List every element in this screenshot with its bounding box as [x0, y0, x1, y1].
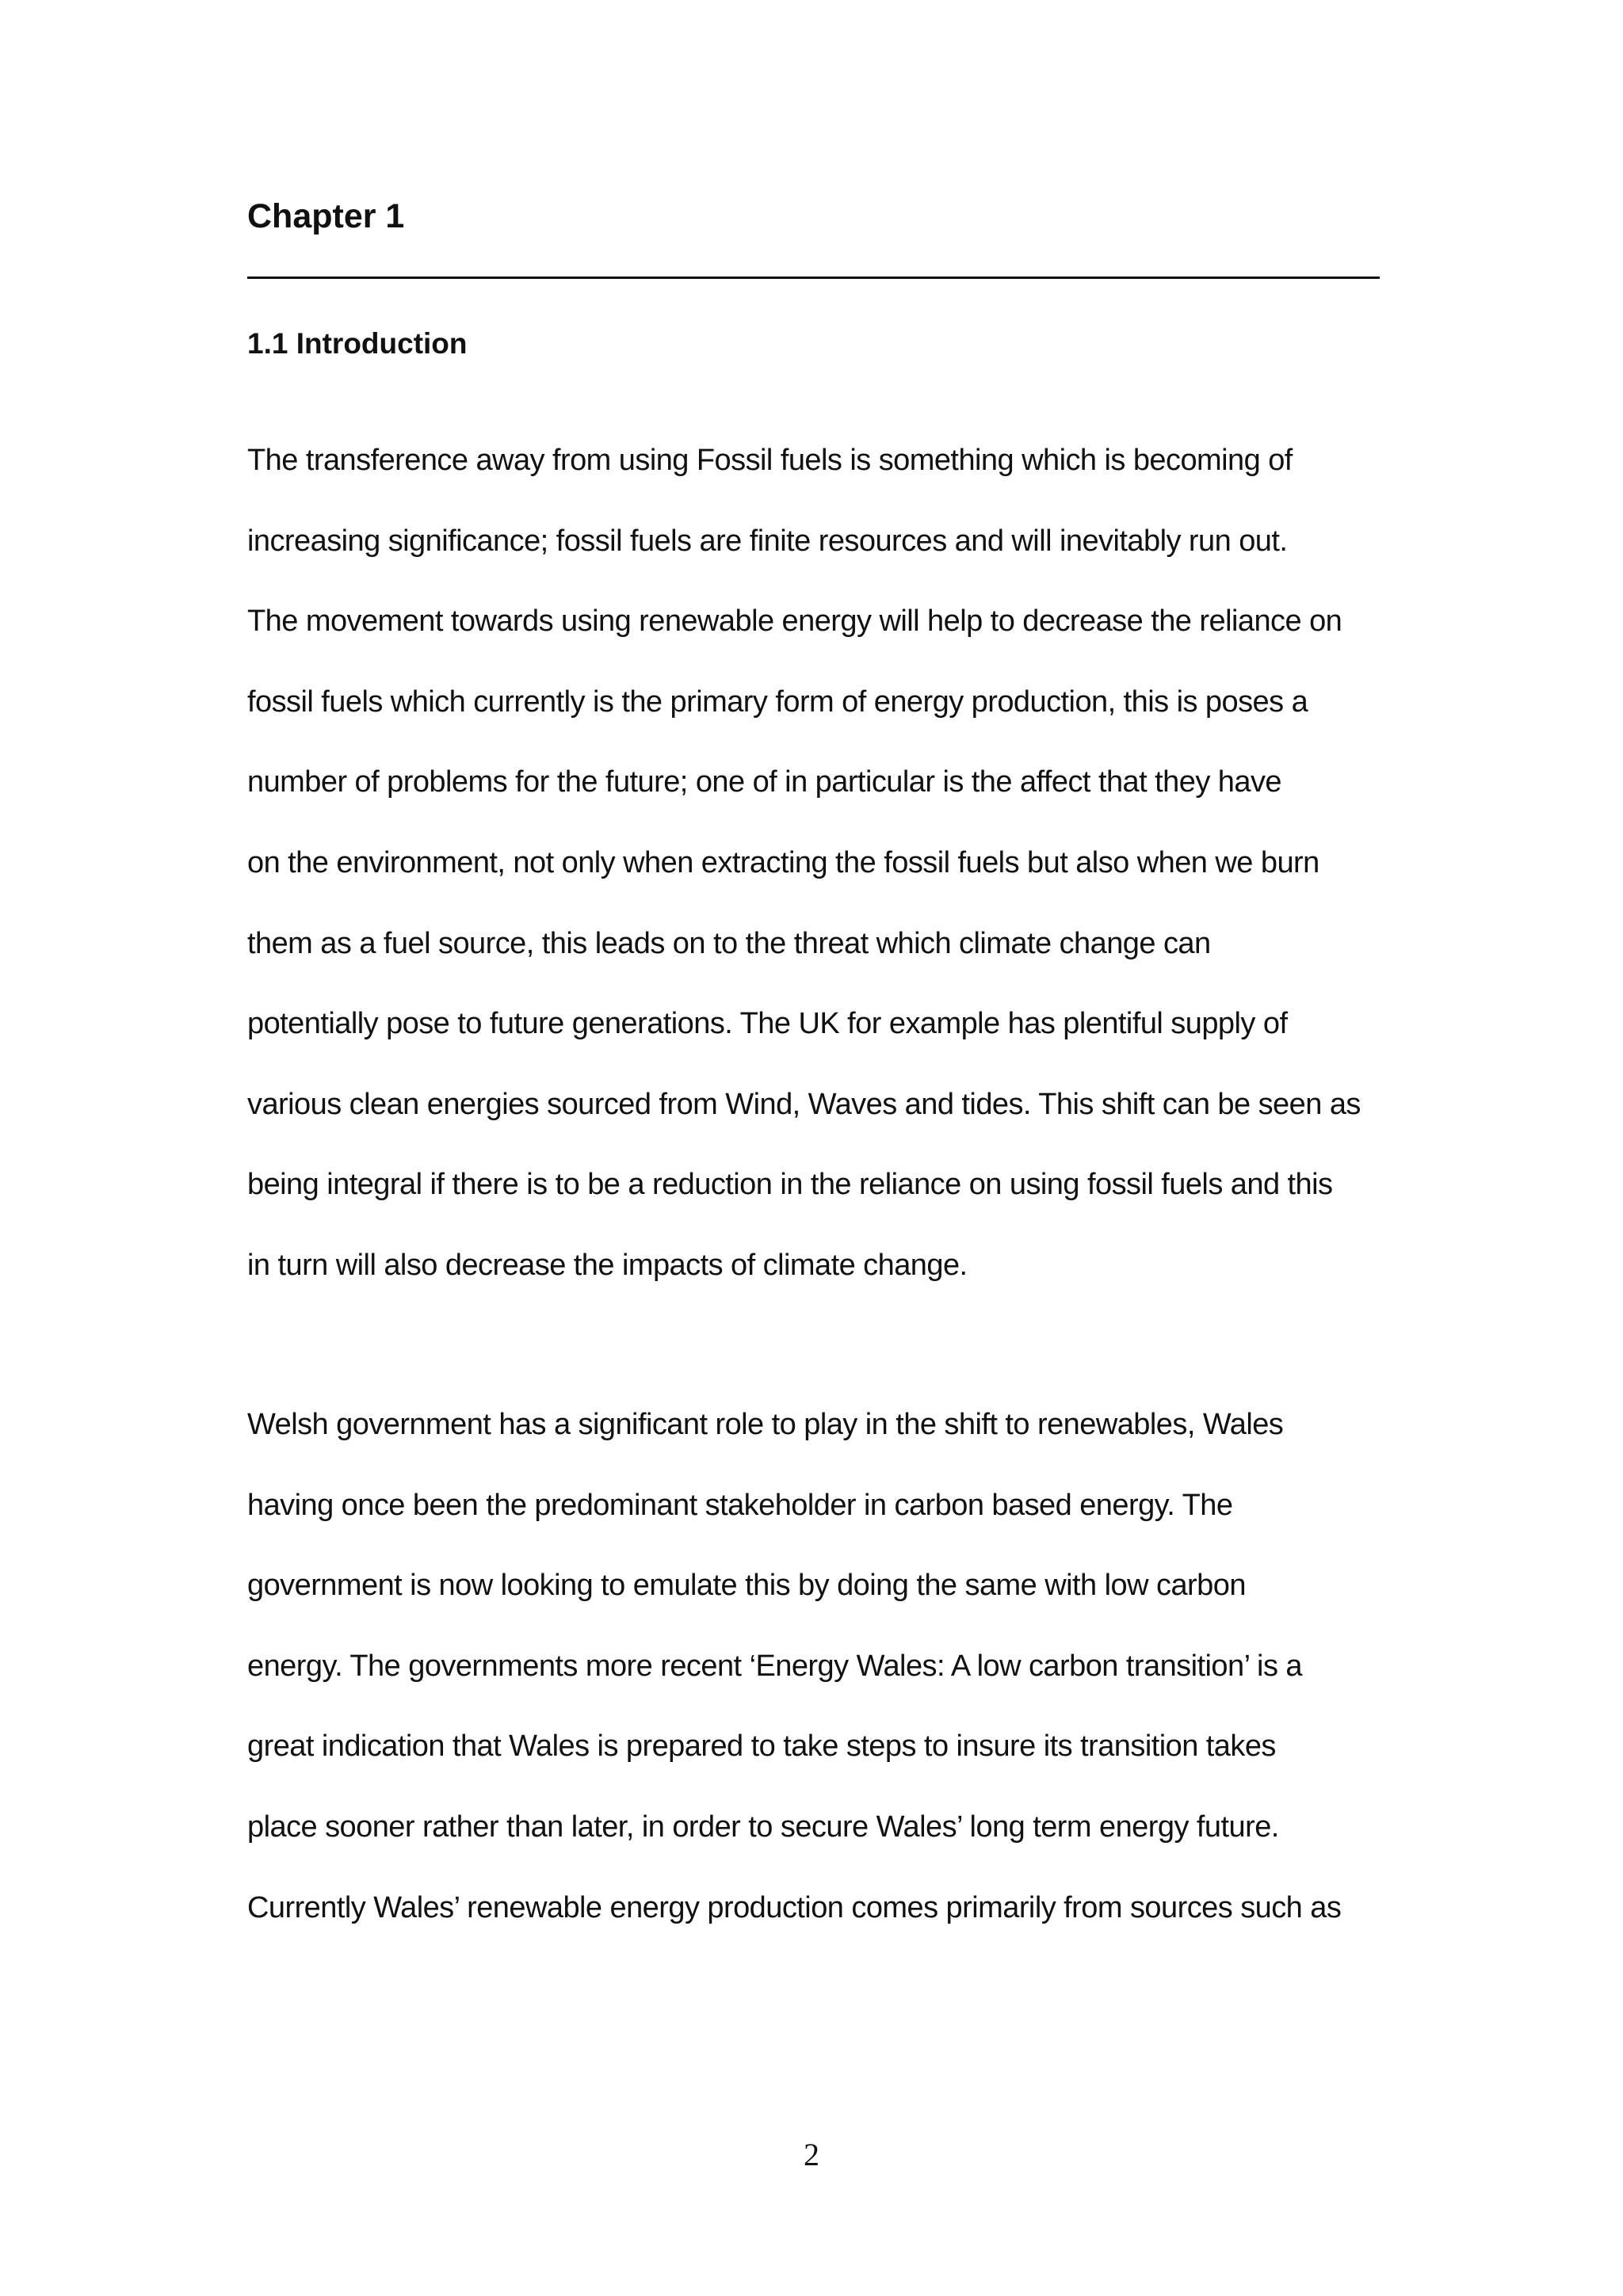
paragraph-line: increasing significance; fossil fuels are finite resources and will inevitably run out.	[247, 524, 1288, 558]
paragraph-line: The movement towards using renewable energy will help to decrease the reliance on	[247, 605, 1342, 639]
paragraph-line: number of problems for the future; one of in particular is the affect that they have	[247, 765, 1281, 799]
paragraph-line: government is now looking to emulate this by doing the same with low carbon	[247, 1569, 1246, 1603]
paragraph-line: them as a fuel source, this leads on to the threat which climate change can	[247, 926, 1211, 960]
paragraph-line: fossil fuels which currently is the primary form of energy production, this is poses a	[247, 685, 1308, 719]
paragraph-line: energy. The governments more recent ‘Energy Wales: A low carbon transition’ is a	[247, 1649, 1302, 1683]
paragraph-line: potentially pose to future generations. The UK for example has plentiful supply of	[247, 1007, 1288, 1041]
paragraph-line: on the environment, not only when extracting the fossil fuels but also when we burn	[247, 845, 1319, 879]
paragraph-introduction-2	[247, 1402, 1404, 1966]
section-heading: 1.1 Introduction	[247, 327, 468, 360]
paragraph-line: Welsh government has a significant role to play in the shift to renewables, Wales	[247, 1408, 1284, 1441]
paragraph-line: Currently Wales’ renewable energy production comes primarily from sources such as	[247, 1890, 1342, 1924]
paragraph-line: place sooner rather than later, in order to secure Wales’ long term energy future.	[247, 1810, 1279, 1844]
paragraph-line: in turn will also decrease the impacts of climate change.	[247, 1248, 968, 1282]
paragraph-line: great indication that Wales is prepared to take steps to insure its transition takes	[247, 1730, 1276, 1764]
paragraph-line: having once been the predominant stakeholder in carbon based energy. The	[247, 1488, 1233, 1522]
chapter-title: Chapter 1	[247, 197, 405, 235]
paragraph-introduction-1	[247, 438, 1404, 1324]
paragraph-line: The transference away from using Fossil fuels is something which is becoming of	[247, 444, 1293, 477]
paragraph-line: various clean energies sourced from Wind, Waves and tides. This shift can be seen as	[247, 1087, 1361, 1121]
chapter-title-underline	[247, 277, 1380, 279]
paragraph-line: being integral if there is to be a reduction in the reliance on using fossil fuels and this	[247, 1168, 1333, 1202]
page-number: 2	[804, 2137, 819, 2172]
